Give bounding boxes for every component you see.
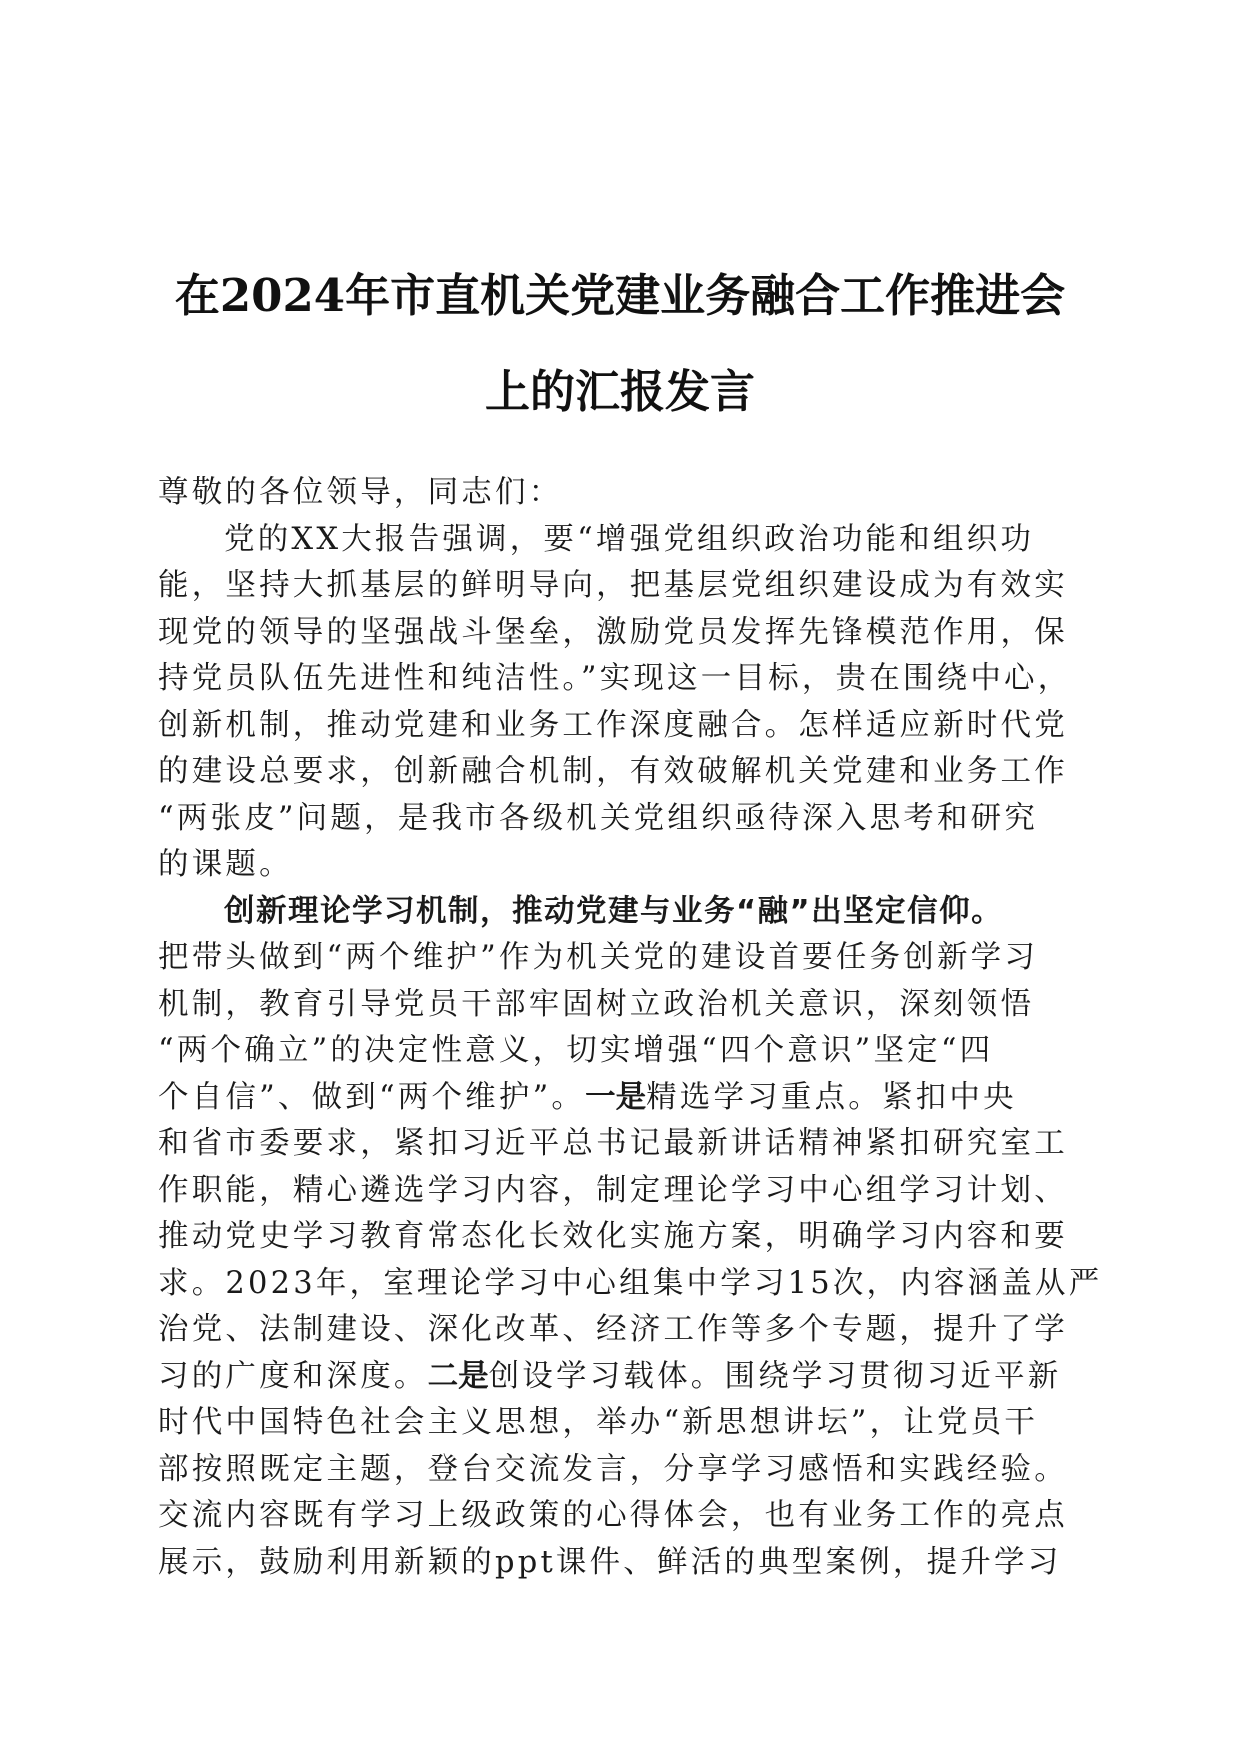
salutation: 尊敬的各位领导，同志们： bbox=[158, 475, 563, 510]
paragraph-2-line: 把带头做到“两个维护”作为机关党的建设首要任务创新学习 bbox=[158, 940, 1039, 975]
text-run: 习的广度和深度。 bbox=[158, 1358, 428, 1394]
paragraph-2-line: 展示，鼓励利用新颖的ppt课件、鲜活的典型案例，提升学习 bbox=[158, 1544, 1062, 1580]
paragraph-2-line: 治党、法制建设、深化改革、经济工作等多个专题，提升了学 bbox=[158, 1312, 1068, 1347]
paragraph-2-line: 机制，教育引导党员干部牢固树立政治机关意识，深刻领悟 bbox=[158, 986, 1035, 1022]
paragraph-1-line: 党的XX大报告强调，要“增强党组织政治功能和组织功 bbox=[224, 521, 1035, 557]
paragraph-1-line: “两张皮”问题，是我市各级机关党组织亟待深入思考和研究 bbox=[158, 800, 1039, 836]
document-body bbox=[158, 470, 1103, 1586]
paragraph-1-line: 持党员队伍先进性和纯洁性。”实现这一目标，贵在围绕中心， bbox=[158, 661, 1072, 696]
paragraph-1-line: 的建设总要求，创新融合机制，有效破解机关党建和业务工作 bbox=[158, 754, 1068, 789]
paragraph-2-line: 交流内容既有学习上级政策的心得体会，也有业务工作的亮点 bbox=[158, 1498, 1068, 1533]
paragraph-2-line: 作职能，精心遴选学习内容，制定理论学习中心组学习计划、 bbox=[158, 1172, 1068, 1208]
paragraph-2-line: 部按照既定主题，登台交流发言，分享学习感悟和实践经验。 bbox=[158, 1451, 1068, 1487]
paragraph-1-line: 创新机制，推动党建和业务工作深度融合。怎样适应新时代党 bbox=[158, 707, 1068, 743]
paragraph-2-line: 求。2023年，室理论学习中心组集中学习15次，内容涵盖从严 bbox=[158, 1265, 1103, 1301]
paragraph-2-line: 时代中国特色社会主义思想，举办“新思想讲坛”，让党员干 bbox=[158, 1405, 1039, 1440]
point-marker-first: 一是 bbox=[585, 1079, 647, 1115]
document-title bbox=[120, 248, 1120, 440]
paragraph-2-line: 和省市委要求，紧扣习近平总书记最新讲话精神紧扣研究室工 bbox=[158, 1126, 1068, 1161]
text-run: 个自信”、做到“两个维护”。 bbox=[158, 1079, 586, 1115]
paragraph-2-line: “两个确立”的决定性意义，切实增强“四个意识”坚定“四 bbox=[158, 1033, 994, 1068]
point-marker-second: 二是 bbox=[427, 1358, 489, 1394]
paragraph-2-line bbox=[158, 1075, 1082, 1122]
text-run: 精选学习重点。紧扣中央 bbox=[646, 1079, 1017, 1115]
paragraph-1-line: 的课题。 bbox=[158, 847, 293, 882]
paragraph-2-line: 推动党史学习教育常态化长效化实施方案，明确学习内容和要 bbox=[158, 1219, 1068, 1254]
paragraph-2-line bbox=[158, 1354, 1082, 1401]
text-run: 创设学习载体。围绕学习贯彻习近平新 bbox=[488, 1358, 1062, 1394]
paragraph-1-line: 现党的领导的坚强战斗堡垒，激励党员发挥先锋模范作用，保 bbox=[158, 614, 1068, 650]
title-line-1: 在2024年市直机关党建业务融合工作推进会 bbox=[174, 269, 1066, 322]
title-line-2: 上的汇报发言 bbox=[484, 365, 755, 418]
section-heading: 创新理论学习机制，推动党建与业务“融”出坚定信仰。 bbox=[224, 893, 1004, 929]
paragraph-1-line: 能，坚持大抓基层的鲜明导向，把基层党组织建设成为有效实 bbox=[158, 568, 1068, 603]
